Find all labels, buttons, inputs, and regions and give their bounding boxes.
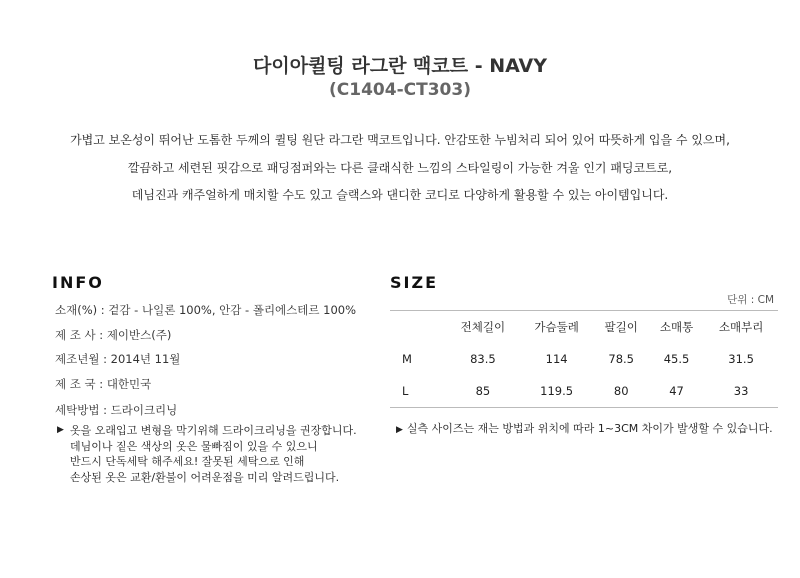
size-cell: 85 [475,384,491,398]
info-heading: INFO [52,273,104,292]
care-note-line: 손상된 옷은 교환/환불이 어려운점을 미리 알려드립니다. [70,470,340,484]
product-code: (C1404-CT303) [329,80,471,100]
size-cell: 83.5 [470,352,496,366]
table-row [390,375,778,408]
size-heading: SIZE [390,273,439,292]
size-col-header: 소매부리 [718,320,764,334]
size-col-header: 팔길이 [604,320,638,334]
size-cell: 45.5 [663,352,690,366]
care-note-line: 데님이나 짙은 색상의 옷은 물빠짐이 있을 수 있으니 [70,439,318,453]
triangle-right-icon: ▶ [396,425,403,435]
size-label: L [402,384,409,398]
size-label: M [402,352,412,366]
size-cell: 114 [545,352,568,366]
size-cell: 33 [733,384,749,398]
size-col-header: 소매통 [659,320,694,334]
info-country: 제 조 국 : 대한민국 [55,377,152,391]
size-note-text: 실측 사이즈는 재는 방법과 위치에 따라 1~3CM 차이가 발생할 수 있습니다. [406,422,773,435]
description-line-2: 깔끔하고 세련된 핏감으로 패딩점퍼와는 다른 클래식한 느낌의 스타일링이 가능한 겨울 인기 패딩코트로, [127,161,673,175]
size-note [396,420,773,436]
size-cell: 119.5 [540,384,574,398]
care-note-line: 반드시 단독세탁 해주세요! 잘못된 세탁으로 인해 [70,455,305,468]
info-manufacturer: 제 조 사 : 제이반스(주) [55,328,172,342]
size-cell: 47 [669,384,684,398]
size-table [390,310,778,408]
size-col-header [390,311,446,344]
description-line-3: 데님진과 캐주얼하게 매치할 수도 있고 슬랙스와 댄디한 코디로 다양하게 활용할 수 있는 아이템입니다. [131,188,669,202]
size-cell: 31.5 [728,352,754,366]
triangle-right-icon: ▶ [57,425,64,435]
size-col-header: 가슴둘레 [534,320,579,334]
size-unit: 단위 : CM [727,294,774,306]
table-row [390,343,778,375]
care-note [57,423,377,485]
size-cell: 80 [613,384,629,398]
size-table-header [390,311,778,344]
info-manufacture-date: 제조년월 : 2014년 11월 [55,352,181,366]
size-col-header: 전체길이 [460,320,506,334]
care-note-line: 옷을 오래입고 변형을 막기위해 드라이크리닝을 권장합니다. [70,424,357,437]
product-title: 다이아퀼팅 라그란 맥코트 - NAVY [252,55,548,77]
info-wash-method: 세탁방법 : 드라이크리닝 [55,403,178,417]
size-cell: 78.5 [608,352,634,366]
info-material: 소재(%) : 겉감 - 나일론 100%, 안감 - 폴리에스테르 100% [55,303,357,317]
description-line-1: 가볍고 보온성이 뛰어난 도톰한 두께의 퀼팅 원단 라그란 맥코트입니다. 안감또한 누빔처리 되어 있어 따뜻하게 입을 수 있으며, [70,133,730,147]
